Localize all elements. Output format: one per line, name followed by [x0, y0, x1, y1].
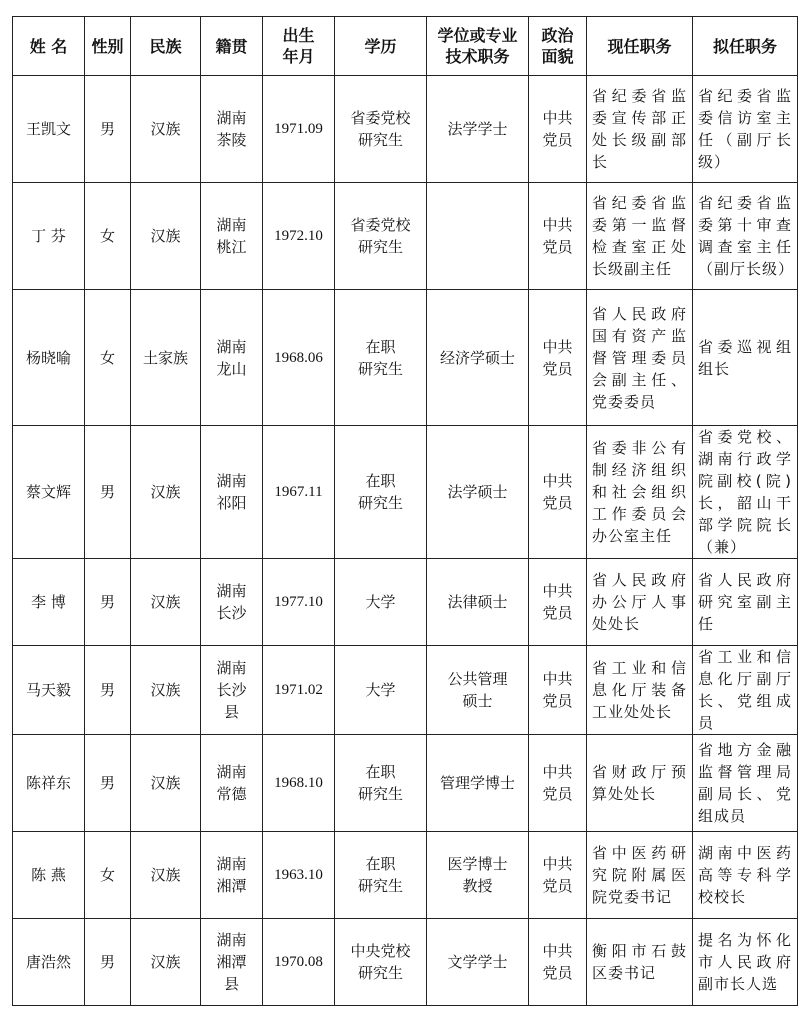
cell-education: 大学: [335, 559, 427, 646]
cell-birth: 1977.10: [263, 559, 335, 646]
cell-name: 杨晓喻: [13, 290, 85, 426]
cell-birth: 1968.10: [263, 735, 335, 832]
cell-ethnicity: 汉族: [131, 735, 201, 832]
cell-proposed-post: 省人民政府研究室副主任: [693, 559, 798, 646]
header-name: 姓 名: [13, 17, 85, 76]
cell-proposed-post: 省纪委省监委第十审查调查室主任（副厅长级）: [693, 183, 798, 290]
cell-degree: [427, 183, 529, 290]
table-body: [13, 76, 798, 1006]
cell-proposed-post: 省纪委省监委信访室主任（副厅长级）: [693, 76, 798, 183]
table-row: [13, 290, 798, 426]
cell-proposed-post: 省委巡视组组长: [693, 290, 798, 426]
cell-gender: 男: [85, 646, 131, 735]
cell-native-place: 湖南 龙山: [201, 290, 263, 426]
cell-party: 中共 党员: [529, 735, 587, 832]
cell-current-post: 省中医药研究院附属医院党委书记: [587, 832, 693, 919]
cell-education: 在职 研究生: [335, 832, 427, 919]
cell-gender: 女: [85, 183, 131, 290]
cell-birth: 1971.02: [263, 646, 335, 735]
cell-education: 大学: [335, 646, 427, 735]
cell-ethnicity: 汉族: [131, 646, 201, 735]
cell-current-post: 省人民政府办公厅人事处处长: [587, 559, 693, 646]
header-proposed-post: 拟任职务: [693, 17, 798, 76]
cell-native-place: 湖南 祁阳: [201, 426, 263, 559]
header-education: 学历: [335, 17, 427, 76]
cell-name: 王凯文: [13, 76, 85, 183]
cell-name: 唐浩然: [13, 919, 85, 1006]
cell-degree: 管理学博士: [427, 735, 529, 832]
header-gender: 性别: [85, 17, 131, 76]
cell-ethnicity: 土家族: [131, 290, 201, 426]
table-row: [13, 426, 798, 559]
cell-degree: 法学硕士: [427, 426, 529, 559]
table-row: [13, 735, 798, 832]
cell-education: 在职 研究生: [335, 290, 427, 426]
header-degree: 学位或专业 技术职务: [427, 17, 529, 76]
cell-degree: 法律硕士: [427, 559, 529, 646]
table-row: [13, 559, 798, 646]
table-row: [13, 76, 798, 183]
cell-gender: 男: [85, 76, 131, 183]
cell-native-place: 湖南 长沙: [201, 559, 263, 646]
header-party: 政治 面貌: [529, 17, 587, 76]
cell-native-place: 湖南 常德: [201, 735, 263, 832]
cell-education: 在职 研究生: [335, 735, 427, 832]
cell-birth: 1968.06: [263, 290, 335, 426]
cell-birth: 1967.11: [263, 426, 335, 559]
header-birth: 出生 年月: [263, 17, 335, 76]
cell-native-place: 湖南 湘潭 县: [201, 919, 263, 1006]
cell-ethnicity: 汉族: [131, 76, 201, 183]
cell-current-post: 省委非公有制经济组织和社会组织工作委员会办公室主任: [587, 426, 693, 559]
cell-ethnicity: 汉族: [131, 559, 201, 646]
cell-name: 陈 燕: [13, 832, 85, 919]
cell-proposed-post: 提名为怀化市人民政府副市长人选: [693, 919, 798, 1006]
cell-birth: 1963.10: [263, 832, 335, 919]
cell-birth: 1971.09: [263, 76, 335, 183]
cell-current-post: 省人民政府国有资产监督管理委员会副主任、党委委员: [587, 290, 693, 426]
cell-native-place: 湖南 长沙 县: [201, 646, 263, 735]
cell-proposed-post: 省地方金融监督管理局副局长、党组成员: [693, 735, 798, 832]
cell-current-post: 省财政厅预算处处长: [587, 735, 693, 832]
cell-party: 中共 党员: [529, 290, 587, 426]
cell-party: 中共 党员: [529, 559, 587, 646]
cell-current-post: 省纪委省监委宣传部正处长级副部长: [587, 76, 693, 183]
cell-party: 中共 党员: [529, 183, 587, 290]
cell-proposed-post: 省工业和信息化厅副厅长、党组成员: [693, 646, 798, 735]
cell-ethnicity: 汉族: [131, 919, 201, 1006]
cell-gender: 男: [85, 919, 131, 1006]
cell-gender: 男: [85, 559, 131, 646]
cell-gender: 男: [85, 735, 131, 832]
table-row: [13, 832, 798, 919]
cell-native-place: 湖南 桃江: [201, 183, 263, 290]
cell-name: 李 博: [13, 559, 85, 646]
cell-name: 马天毅: [13, 646, 85, 735]
cell-party: 中共 党员: [529, 76, 587, 183]
cell-current-post: 省纪委省监委第一监督检查室正处长级副主任: [587, 183, 693, 290]
cell-name: 蔡文辉: [13, 426, 85, 559]
cell-current-post: 省工业和信息化厅装备工业处处长: [587, 646, 693, 735]
cell-current-post: 衡阳市石鼓区委书记: [587, 919, 693, 1006]
cell-degree: 公共管理 硕士: [427, 646, 529, 735]
cell-name: 陈祥东: [13, 735, 85, 832]
cell-ethnicity: 汉族: [131, 832, 201, 919]
cell-party: 中共 党员: [529, 646, 587, 735]
cell-education: 省委党校 研究生: [335, 76, 427, 183]
cell-ethnicity: 汉族: [131, 183, 201, 290]
table-row: [13, 919, 798, 1006]
cell-degree: 医学博士 教授: [427, 832, 529, 919]
cell-name: 丁 芬: [13, 183, 85, 290]
cell-party: 中共 党员: [529, 919, 587, 1006]
personnel-table: [12, 16, 798, 1006]
cell-native-place: 湖南 湘潭: [201, 832, 263, 919]
cell-ethnicity: 汉族: [131, 426, 201, 559]
cell-native-place: 湖南 茶陵: [201, 76, 263, 183]
header-row: [13, 17, 798, 76]
cell-proposed-post: 湖南中医药高等专科学校校长: [693, 832, 798, 919]
cell-education: 中央党校 研究生: [335, 919, 427, 1006]
cell-education: 在职 研究生: [335, 426, 427, 559]
header-native-place: 籍贯: [201, 17, 263, 76]
cell-degree: 经济学硕士: [427, 290, 529, 426]
header-ethnicity: 民族: [131, 17, 201, 76]
cell-gender: 女: [85, 290, 131, 426]
cell-birth: 1972.10: [263, 183, 335, 290]
cell-birth: 1970.08: [263, 919, 335, 1006]
cell-party: 中共 党员: [529, 426, 587, 559]
cell-gender: 男: [85, 426, 131, 559]
cell-party: 中共 党员: [529, 832, 587, 919]
cell-degree: 文学学士: [427, 919, 529, 1006]
cell-degree: 法学学士: [427, 76, 529, 183]
table-row: [13, 646, 798, 735]
header-current-post: 现任职务: [587, 17, 693, 76]
cell-proposed-post: 省委党校、湖南行政学院副校(院)长，韶山干部学院院长（兼）: [693, 426, 798, 559]
cell-education: 省委党校 研究生: [335, 183, 427, 290]
cell-gender: 女: [85, 832, 131, 919]
table-row: [13, 183, 798, 290]
